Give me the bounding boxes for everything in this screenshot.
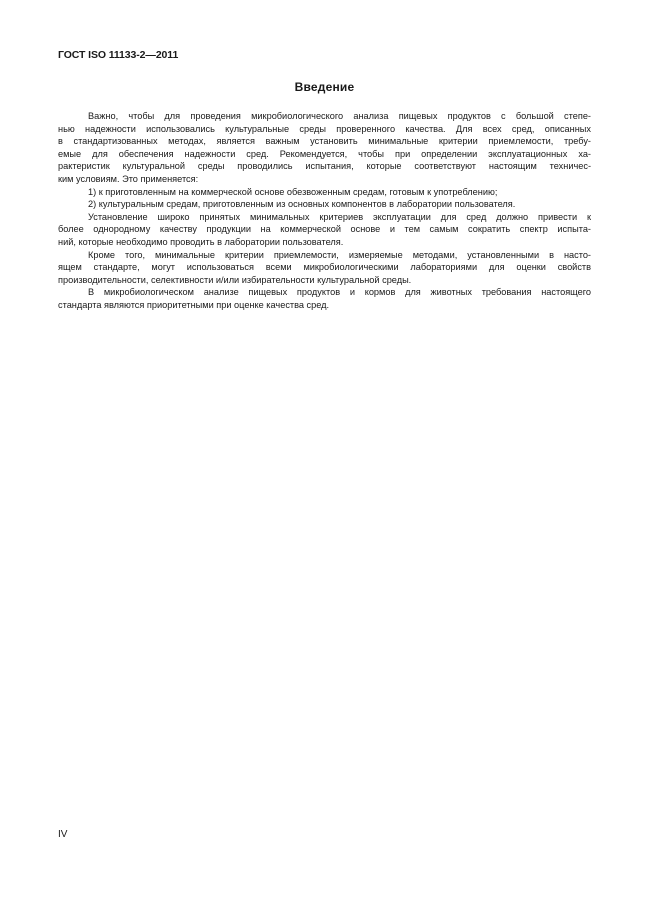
text-line: емые для обеспечения надежности сред. Рекомендуется, чтобы при определении эксплуатационных ха-	[58, 148, 591, 159]
section-title: Введение	[294, 80, 355, 94]
text-line: более однородному качеству продукции на коммерческой основе и тем самым сократить спектр испыта-	[58, 224, 591, 235]
text-line: ящем стандарте, могут использоваться всеми микробиологическими лабораториями для оценки свойств	[58, 262, 591, 273]
text-line: стандарта являются приоритетными при оценке качества сред.	[58, 299, 330, 310]
text-line: рактеристик культуральной среды проводились испытания, которые соответствуют настоящим техничес-	[58, 161, 591, 172]
list-item: 2) культуральным средам, приготовленным из основных компонентов в лаборатории пользователя.	[88, 199, 516, 210]
text-line: ний, которые необходимо проводить в лаборатории пользователя.	[58, 236, 344, 247]
text-line: Установление широко принятых минимальных критериев эксплуатации для сред должно привести к	[88, 211, 591, 222]
list-item: 1) к приготовленным на коммерческой основе обезвоженным средам, готовым к употреблению;	[88, 186, 498, 197]
page-number: IV	[58, 829, 68, 840]
text-line: в стандартизованных методах, является важным установить минимальные критерии приемлемости, требу-	[58, 136, 591, 147]
text-line: В микробиологическом анализе пищевых продуктов и кормов для животных требования настоящего	[88, 287, 591, 298]
document-standard-id: ГОСТ ISO 11133-2—2011	[58, 49, 179, 61]
introduction-body	[58, 110, 591, 312]
text-line: Важно, чтобы для проведения микробиологического анализа пищевых продуктов с большой степе-	[88, 111, 591, 121]
text-line: ким условиям. Это применяется:	[58, 173, 199, 184]
text-line: Кроме того, минимальные критерии приемлемости, измеряемые методами, установленными в насто-	[88, 249, 591, 260]
text-line: производительности, селективности и/или избирательности культуральной среды.	[58, 274, 412, 285]
text-line: нью надежности использовались культуральные среды проверенного качества. Для всех сред, описанных	[58, 123, 591, 134]
